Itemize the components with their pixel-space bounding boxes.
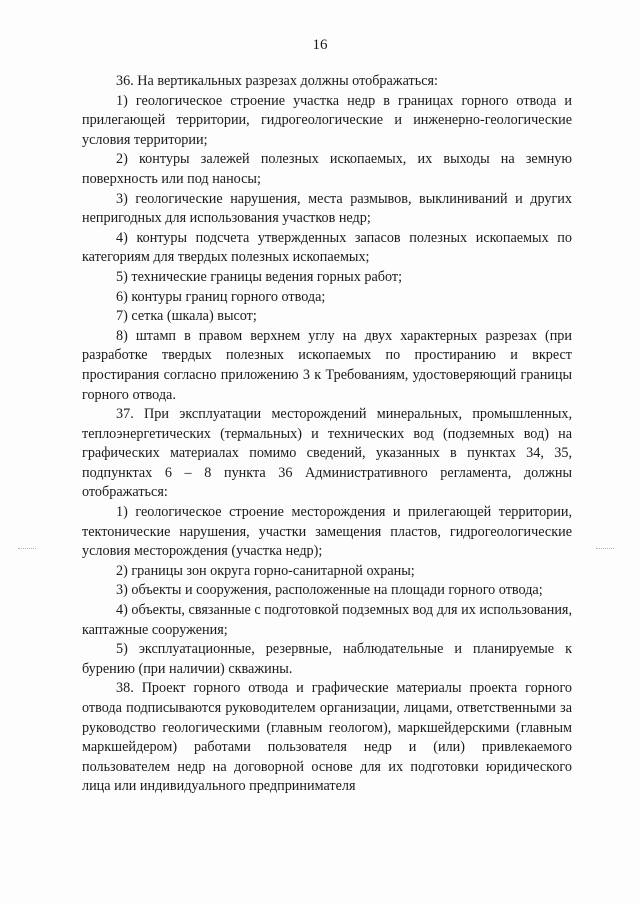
list-item-36-5: 5) технические границы ведения горных работ;	[116, 268, 403, 285]
list-item-37-2: 2) границы зон округа горно-санитарной охраны;	[116, 562, 415, 579]
scan-artifact-left	[18, 548, 36, 550]
scan-artifact-right	[596, 548, 614, 550]
list-item-37-5: 5) эксплуатационные, резервные, наблюдательные и планируемые к бурению (при наличии) скважины.	[82, 641, 572, 677]
list-item-36-3: 3) геологические нарушения, места размывов, выклиниваний и других непригодных для использования участков недр;	[82, 190, 572, 227]
paragraph-36-heading: 36. На вертикальных разрезах должны отображаться:	[116, 73, 438, 89]
list-item-36-6: 6) контуры границ горного отвода;	[116, 288, 326, 305]
list-item-36-4: 4) контуры подсчета утвержденных запасов полезных ископаемых по категориям для твердых полезных ископаемых;	[82, 229, 572, 266]
paragraph-38: 38. Проект горного отвода и графические материалы проекта горного отвода подписываются руководителем организации, лицами, ответственными за руководство геологическими (главным геологом), маркшейдерскими (главным маркшейдером) работами пользователя недр и (или) привлекаемого пользователем недр на договорной основе для их подготовки юридического лица или индивидуального предпринимателя	[82, 680, 572, 795]
page-number: 16	[312, 37, 328, 53]
list-item-36-8: 8) штамп в правом верхнем углу на двух характерных разрезах (при разработке твердых полезных ископаемых по простиранию и вкрест простирания согласно приложению 3 к Требованиям, удостоверяющий границы горного отвода.	[82, 327, 572, 403]
list-item-36-7: 7) сетка (шкала) высот;	[116, 308, 257, 325]
list-item-37-3: 3) объекты и сооружения, расположенные на площади горного отвода;	[116, 582, 543, 599]
paragraph-37: 37. При эксплуатации месторождений минеральных, промышленных, теплоэнергетических (термальных) и технических вод (подземных вод) на графических материалах помимо сведений, указанных в пунктах 34, 35, подпунктах 6 – 8 пункта 36 Административного регламента, должны отображаться:	[82, 406, 572, 501]
document-body	[82, 72, 572, 797]
list-item-36-2: 2) контуры залежей полезных ископаемых, их выходы на земную поверхность или под наносы;	[82, 151, 572, 187]
list-item-36-1: 1) геологическое строение участка недр в границах горного отвода и прилегающей территории, гидрогеологические и инженерно-геологические условия территории;	[82, 92, 572, 148]
list-item-37-1: 1) геологическое строение месторождения и прилегающей территории, тектонические нарушения, участки замещения пластов, гидрогеологические условия месторождения (участка недр);	[82, 504, 572, 560]
list-item-37-4: 4) объекты, связанные с подготовкой подземных вод для их использования, каптажные сооружения;	[82, 602, 572, 638]
